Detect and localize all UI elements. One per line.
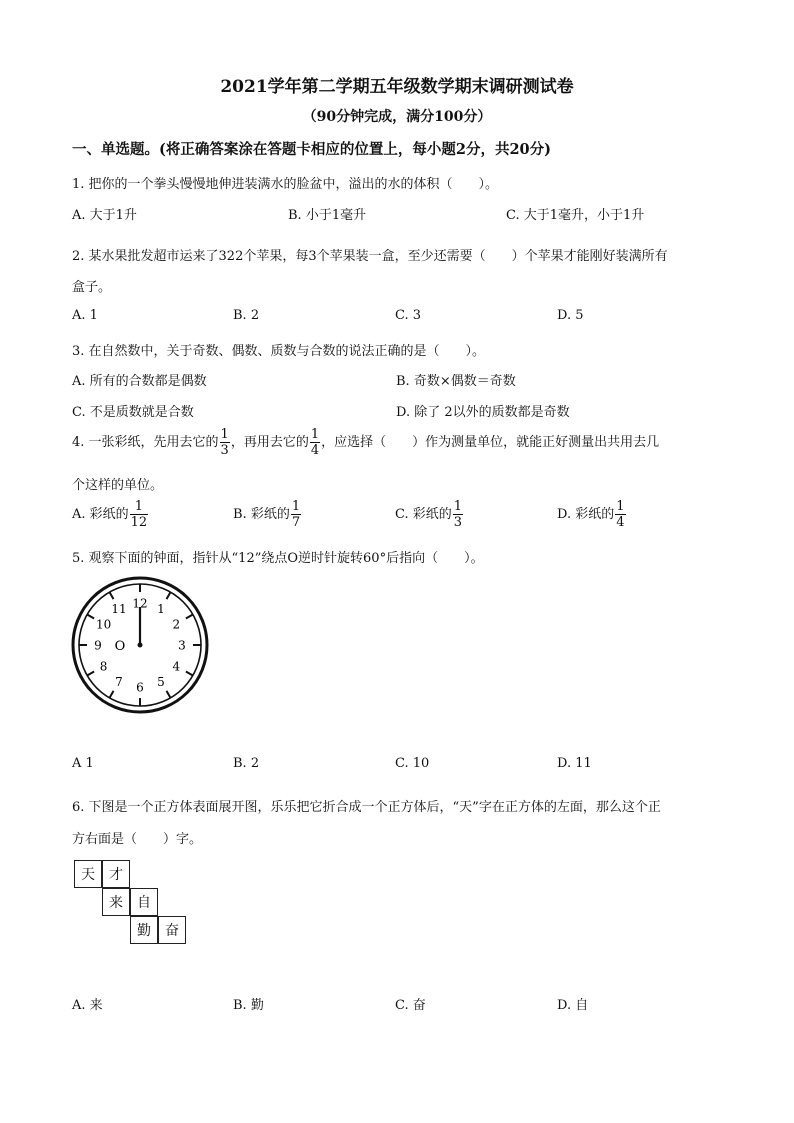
question-4-option-b <box>233 500 302 529</box>
question-2-stem-line1: 2. 某水果批发超市运来了322个苹果，每3个苹果装一盒，至少还需要（ ）个苹果才能刚好装满所有 <box>72 249 668 264</box>
fraction-denominator: 4 <box>310 443 320 458</box>
fraction-numerator: 1 <box>453 499 463 514</box>
question-4-stem-part-b: ，再用去它的 <box>230 435 309 450</box>
question-2-option-b: B. 2 <box>233 308 260 323</box>
option-fraction <box>615 500 625 529</box>
clock-number: 9 <box>94 638 102 653</box>
exam-subtitle: （90分钟完成，满分100分） <box>302 109 492 125</box>
clock-number: 8 <box>99 659 108 674</box>
option-fraction <box>291 500 301 529</box>
fraction-denominator: 3 <box>220 443 229 458</box>
question-3-option-d: D. 除了 2以外的质数都是奇数 <box>396 405 570 420</box>
option-prefix: C. 彩纸的 <box>395 507 452 522</box>
question-6-option-d: D. 自 <box>557 998 589 1013</box>
question-2-stem-line2: 盒子。 <box>72 280 112 295</box>
option-prefix: A. 彩纸的 <box>72 507 129 522</box>
option-prefix: D. 彩纸的 <box>557 507 615 522</box>
fraction-numerator: 1 <box>130 500 149 515</box>
question-3-stem: 3. 在自然数中，关于奇数、偶数、质数与合数的说法正确的是（ ）。 <box>72 344 486 359</box>
net-cell-qin: 勤 <box>130 916 158 944</box>
exam-title: 2021学年第二学期五年级数学期末调研测试卷 <box>220 77 574 97</box>
question-4-stem-line1 <box>72 428 659 457</box>
question-5-option-c: C. 10 <box>395 756 430 771</box>
question-1-option-c: C. 大于1毫升，小于1升 <box>506 208 645 223</box>
fraction-denominator: 3 <box>453 515 463 530</box>
option-fraction <box>130 500 149 529</box>
fraction-numerator: 1 <box>616 499 625 514</box>
question-1-option-b: B. 小于1毫升 <box>288 208 367 223</box>
question-5-stem: 5. 观察下面的钟面，指针从“12”绕点O逆时针旋转60°后指向（ ）。 <box>72 551 484 566</box>
question-2-option-a: A. 1 <box>72 308 98 323</box>
question-4-option-c <box>395 500 464 529</box>
question-5-option-d: D. 11 <box>557 756 592 771</box>
question-3-option-a: A. 所有的合数都是偶数 <box>72 374 207 389</box>
fraction-denominator: 7 <box>291 515 301 530</box>
net-cell-cai: 才 <box>102 860 130 888</box>
option-fraction <box>453 500 463 529</box>
question-4-stem-line2: 个这样的单位。 <box>72 478 164 493</box>
question-5-option-b: B. 2 <box>233 756 260 771</box>
question-6-stem-line2: 方右面是（ ）字。 <box>72 832 203 847</box>
question-4-stem-part-a: 4. 一张彩纸，先用去它的 <box>72 435 219 450</box>
fraction-numerator: 1 <box>310 427 320 442</box>
question-6-option-b: B. 勤 <box>233 998 264 1013</box>
question-2-option-c: C. 3 <box>395 308 422 323</box>
clock-number: 5 <box>157 674 165 689</box>
question-3-option-c: C. 不是质数就是合数 <box>72 405 194 420</box>
clock-number: 3 <box>178 638 186 653</box>
question-5-option-a: A 1 <box>72 756 94 771</box>
clock-number: 1 <box>157 602 165 617</box>
net-cell-zi: 自 <box>130 888 158 916</box>
question-4-option-d <box>557 500 627 529</box>
net-cell-fen: 奋 <box>158 916 186 944</box>
question-2-option-d: D. 5 <box>557 308 584 323</box>
fraction-denominator: 12 <box>130 515 148 530</box>
question-6-stem-line1: 6. 下图是一个正方体表面展开图，乐乐把它折合成一个正方体后，“天”字在正方体的左面，那么这个正 <box>72 800 661 815</box>
clock-center-dot <box>138 643 143 648</box>
clock-number: 7 <box>115 674 123 689</box>
clock-center-label: O <box>114 639 126 654</box>
section-heading-single-choice: 一、单选题。(将正确答案涂在答题卡相应的位置上，每小题2分，共20分) <box>72 141 551 158</box>
fraction-numerator: 1 <box>220 427 229 442</box>
clock-number: 2 <box>172 617 181 632</box>
clock-number: 12 <box>132 596 148 611</box>
clock-number: 4 <box>172 659 181 674</box>
question-6-option-a: A. 来 <box>72 998 103 1013</box>
clock-face-diagram <box>70 575 210 715</box>
question-6-option-c: C. 奋 <box>395 998 426 1013</box>
question-1-stem: 1. 把你的一个拳头慢慢地伸进装满水的脸盆中，溢出的水的体积（ ）。 <box>72 177 499 192</box>
question-4-stem-part-c: ，应选择（ ）作为测量单位，就能正好测量出共用去几 <box>321 435 660 450</box>
option-prefix: B. 彩纸的 <box>233 507 290 522</box>
question-1-option-a: A. 大于1升 <box>72 208 137 223</box>
fraction-denominator: 4 <box>616 515 625 530</box>
net-cell-lai: 来 <box>102 888 130 916</box>
question-3-option-b: B. 奇数×偶数＝奇数 <box>396 374 516 389</box>
question-4-fraction-1 <box>220 428 230 457</box>
clock-number: 10 <box>95 617 112 632</box>
clock-number: 11 <box>111 602 127 617</box>
clock-number: 6 <box>136 680 144 695</box>
question-4-option-a <box>72 500 149 529</box>
fraction-numerator: 1 <box>291 499 301 514</box>
net-cell-tian: 天 <box>74 860 102 888</box>
question-4-fraction-2 <box>310 428 320 457</box>
